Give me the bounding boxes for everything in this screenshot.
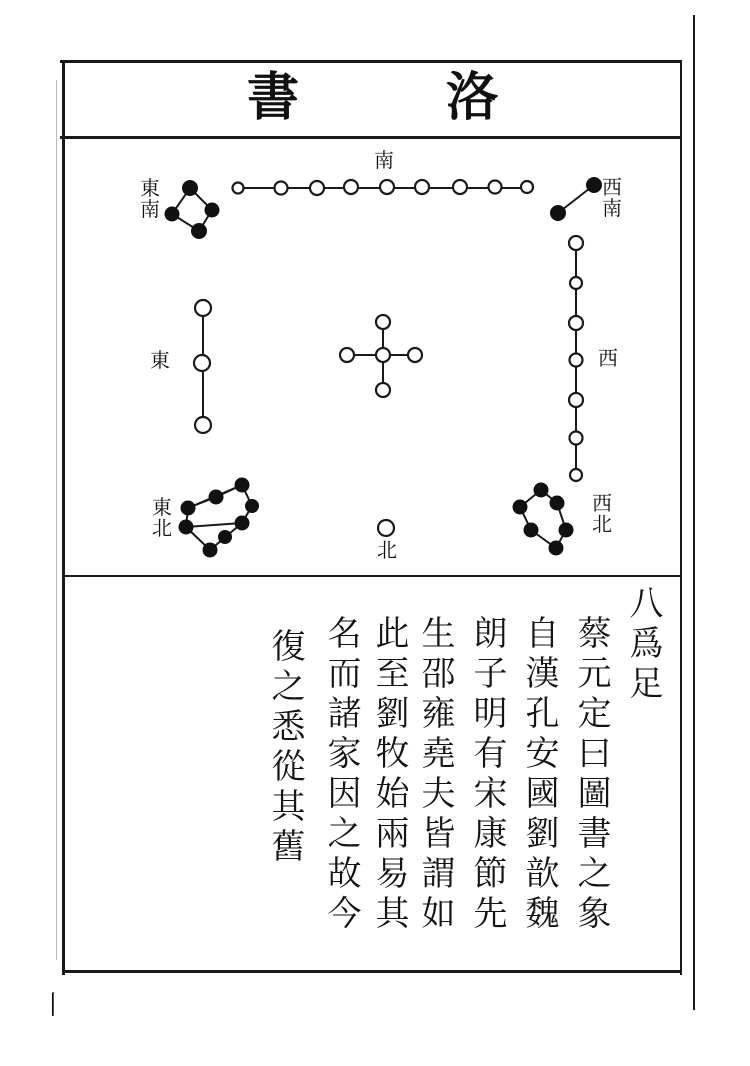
south-dot bbox=[344, 180, 358, 194]
margin-mark: 丨 bbox=[40, 991, 67, 1021]
center-dot bbox=[376, 315, 390, 329]
label-south: 南 bbox=[374, 148, 394, 172]
west-dot bbox=[570, 469, 582, 481]
southwest-dot bbox=[550, 205, 566, 221]
center-dot bbox=[340, 348, 354, 362]
south-dot bbox=[415, 180, 429, 194]
east-dot bbox=[195, 300, 211, 316]
south-dot bbox=[453, 180, 467, 194]
east-dot bbox=[195, 417, 211, 433]
northeast-dot bbox=[218, 530, 232, 544]
text-column-6: 此至劉牧始兩易其 bbox=[369, 615, 409, 935]
northeast-dot bbox=[245, 499, 259, 513]
south-group bbox=[233, 180, 534, 195]
northeast-dot bbox=[203, 543, 218, 558]
label-west: 西 bbox=[598, 346, 618, 370]
text-column-4: 朗子明有宋康節先 bbox=[467, 615, 507, 935]
northeast-dot bbox=[209, 490, 224, 505]
center-group bbox=[340, 315, 422, 397]
west-dot bbox=[569, 393, 583, 407]
text-column-8: 復之悉從其舊 bbox=[265, 628, 305, 868]
northwest-dot bbox=[524, 523, 539, 538]
text-column-5: 生邵雍堯夫皆謂如 bbox=[415, 615, 455, 935]
northeast-dot bbox=[179, 520, 194, 535]
label-east: 東 bbox=[150, 348, 170, 372]
west-dot bbox=[569, 236, 583, 250]
center-dot bbox=[408, 348, 422, 362]
southeast-dot bbox=[191, 223, 207, 239]
northeast-rung-2 bbox=[186, 523, 242, 527]
text-column-3: 自漢孔安國劉歆魏 bbox=[519, 615, 559, 935]
label-northwest: 西北 bbox=[592, 491, 612, 536]
northwest-dot bbox=[534, 483, 549, 498]
north-group bbox=[378, 520, 394, 536]
northeast-group bbox=[179, 478, 260, 558]
title-char-right: 洛 bbox=[446, 67, 499, 128]
northwest-dot bbox=[559, 523, 574, 538]
label-southeast: 東南 bbox=[140, 176, 160, 221]
south-dot bbox=[521, 181, 533, 193]
center-dot bbox=[376, 383, 390, 397]
west-dot bbox=[569, 316, 583, 330]
center-dot bbox=[376, 348, 390, 362]
text-column-1: 八爲足 bbox=[623, 585, 663, 705]
southeast-dot bbox=[205, 203, 220, 218]
northeast-dot bbox=[235, 516, 250, 531]
northeast-dot bbox=[181, 501, 196, 516]
label-southwest: 西南 bbox=[602, 175, 622, 220]
south-dot bbox=[275, 182, 288, 195]
west-dot bbox=[570, 354, 583, 367]
text-column-2: 蔡元定曰圖書之象 bbox=[571, 615, 611, 935]
south-dot bbox=[489, 181, 502, 194]
south-dot bbox=[233, 183, 244, 194]
text-column-7: 名而諸家因之故今 bbox=[321, 615, 361, 935]
south-dot bbox=[380, 180, 394, 194]
southeast-dot bbox=[182, 180, 198, 196]
label-north: 北 bbox=[377, 538, 397, 562]
southwest-dot bbox=[586, 177, 602, 193]
southeast-group bbox=[165, 180, 220, 239]
northwest-dot bbox=[549, 541, 564, 556]
northwest-dot bbox=[550, 496, 565, 511]
east-dot bbox=[194, 355, 210, 371]
north-dot bbox=[378, 520, 394, 536]
label-northeast: 東北 bbox=[152, 495, 172, 540]
northwest-group bbox=[513, 483, 574, 556]
south-dot bbox=[310, 181, 324, 195]
northeast-dot bbox=[235, 478, 250, 493]
title-char-left: 書 bbox=[247, 67, 300, 128]
west-dot bbox=[570, 432, 583, 445]
southeast-dot bbox=[165, 207, 180, 222]
northwest-dot bbox=[513, 500, 528, 515]
west-dot bbox=[570, 277, 582, 289]
